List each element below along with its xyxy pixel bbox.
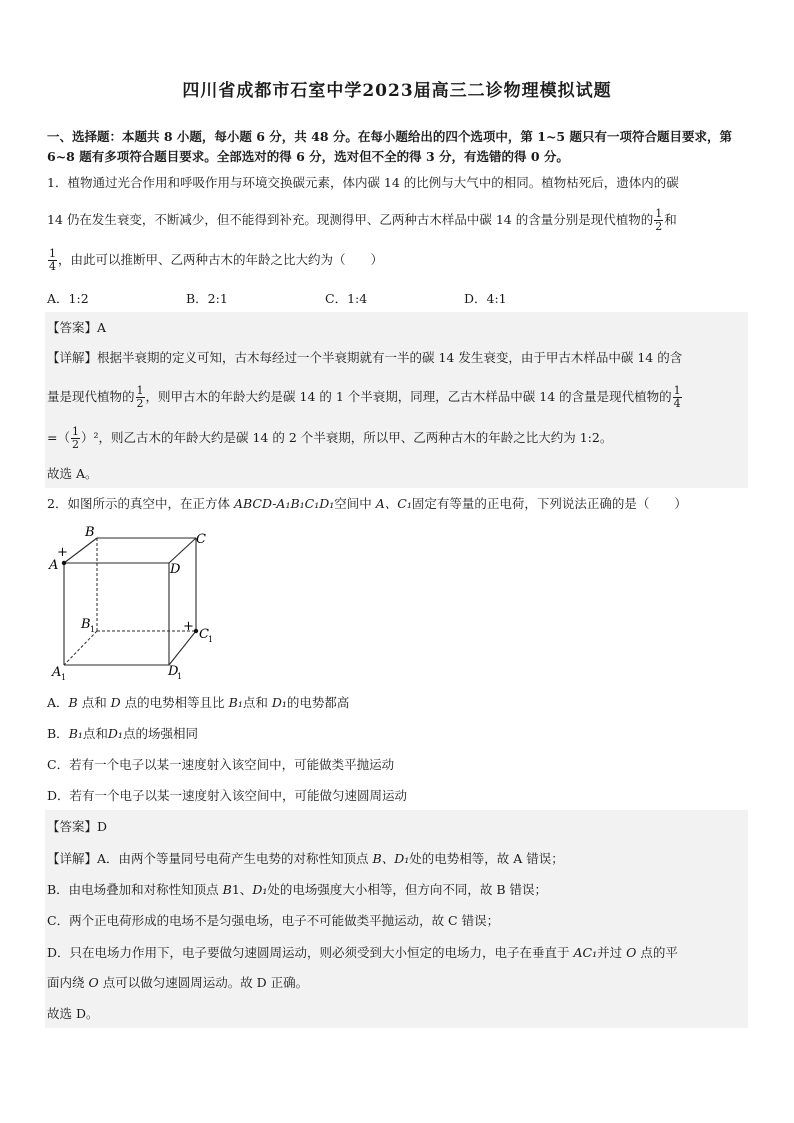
q2-detail-4b: AC₁ (573, 945, 598, 960)
q1-detail-line2 (47, 385, 751, 410)
fraction-half: $\frac{1}{2}$ (136, 384, 144, 410)
label-c1: C (199, 627, 209, 642)
q1-detail-line3a: =（ (47, 430, 70, 445)
q1-detail-line3 (47, 426, 751, 451)
q2-detail-4e: 点的平 (636, 945, 678, 960)
fraction-half: $\frac{1}{2}$ (71, 425, 79, 451)
q2-detail-3: C．两个正电荷形成的电场不是匀强电场，电子不可能做类平抛运动，故 C 错误； (47, 913, 500, 928)
plus-sign-c1: + (183, 619, 194, 634)
q2-opt-a-c: 点和 (77, 695, 111, 710)
q2-stem-points: A、C₁ (375, 496, 412, 511)
q2-opt-a-d: D (110, 695, 121, 710)
q2-detail-5 (47, 973, 751, 993)
q2-detail-4a: D．只在电场力作用下，电子要做匀速圆周运动，则必须受到大小恒定的电场力，电子在垂直于 (47, 945, 574, 960)
hidden-edge-b1-a1 (64, 631, 97, 665)
q2-detail-5a: 面内绕 (47, 975, 89, 990)
q1-line3 (47, 248, 751, 273)
q2-detail-2 (47, 880, 751, 900)
q1-option-c: C．1:4 (325, 291, 368, 306)
label-d1: D (168, 664, 179, 679)
q1-option-b: B．2:1 (186, 291, 228, 306)
q2-opt-a-i: 的电势都高 (286, 695, 350, 710)
q2-opt-b-prefix: B． (47, 726, 69, 741)
q2-detail-2d: D₁ (252, 882, 268, 897)
q1-answer: 【答案】A (47, 320, 107, 335)
q2-detail-1 (47, 849, 751, 869)
q1-line3-text: ，由此可以推断甲、乙两种古木的年龄之比大约为（ ） (58, 252, 384, 267)
section-header: 一、选择题：本题共 8 小题，每小题 6 分，共 48 分。在每小题给出的四个选项中，第 1~5 题只有一项符合题目要求，第 6~8 题有多项符合题目要求。全部选对的得 6 分，选对但不全的得 3 分，有选错的得 0 分。 (47, 129, 732, 164)
page-title: 四川省成都市石室中学2023届高三二诊物理模拟试题 (182, 81, 612, 101)
q1-option-d: D．4:1 (464, 291, 507, 306)
q1-conclusion: 故选 A。 (47, 466, 98, 481)
q1-line2-end: 和 (664, 212, 677, 227)
q2-option-a (47, 693, 751, 713)
q1-detail-line3b: ）²，则乙古木的年龄大约是碳 14 的 2 个半衰期，所以甲、乙两种古木的年龄之比大约为 1:2。 (80, 430, 613, 445)
q1-line2 (47, 208, 751, 233)
plus-sign-a: + (57, 545, 68, 560)
q2-opt-a-prefix: A． (47, 695, 69, 710)
label-c: C (196, 532, 206, 547)
charge-dot-a (62, 561, 66, 565)
label-b: B (85, 525, 95, 540)
q2-stem (47, 494, 751, 514)
label-a1-sub: 1 (61, 673, 67, 682)
label-d1-sub: 1 (177, 672, 183, 681)
q2-conclusion: 故选 D。 (47, 1006, 99, 1021)
q2-detail-4 (47, 943, 751, 963)
q2-opt-b-d: D₁ (107, 726, 123, 741)
fraction-quarter: $\frac{1}{4}$ (673, 384, 681, 410)
q2-stem-a: 2．如图所示的真空中，在正方体 (47, 496, 234, 511)
edge-a-b (64, 538, 97, 563)
q2-stem-c: 固定有等量的正电荷，下列说法正确的是（ ） (411, 496, 687, 511)
q2-detail-2e: 处的电场强度大小相等，但方向不同，故 B 错误； (267, 882, 547, 897)
q1-option-a: A．1:2 (47, 291, 89, 306)
q2-opt-b-b: B₁ (68, 726, 83, 741)
label-a1: A (52, 665, 62, 680)
q2-detail-2a: B．由电场叠加和对称性知顶点 (47, 882, 223, 897)
q2-detail-4d: O (626, 945, 637, 960)
edge-d1-c1 (169, 631, 196, 665)
q2-detail-1b: B、D₁ (372, 851, 410, 866)
q2-stem-b: 空间中 (334, 496, 376, 511)
q1-detail-line2b: ，则甲古木的年龄大约是碳 14 的 1 个半衰期，同理，乙古木样品中碳 14 的含量是现代植物的 (145, 389, 672, 404)
q2-option-d: D．若有一个电子以某一速度射入该空间中，可能做匀速圆周运动 (47, 788, 408, 803)
q1-line2-text: 14 仍在发生衰变，不断减少，但不能得到补充。现测得甲、乙两种古木样品中碳 14 的含量分别是现代植物的 (47, 212, 654, 227)
q2-detail-2c: 1、 (231, 882, 253, 897)
q2-opt-a-b: B (68, 695, 78, 710)
q2-detail-1a: 【详解】A．由两个等量同号电荷产生电势的对称性知顶点 (47, 851, 373, 866)
q2-opt-b-e: 点的场强相同 (122, 726, 198, 741)
label-d: D (170, 562, 181, 577)
q2-detail-1c: 处的电势相等，故 A 错误； (409, 851, 564, 866)
q1-detail-line1: 【详解】根据半衰期的定义可知，古木每经过一个半衰期就有一半的碳 14 发生衰变，由于甲古木样品中碳 14 的含 (47, 350, 683, 365)
charge-dot-c1 (194, 629, 198, 633)
q2-stem-cube: ABCD-A₁B₁C₁D₁ (233, 496, 335, 511)
q1-line1: 1．植物通过光合作用和呼吸作用与环境交换碳元素，体内碳 14 的比例与大气中的相同。植物枯死后，遗体内的碳 (47, 175, 679, 190)
q1-detail-line2a: 量是现代植物的 (47, 389, 135, 404)
q2-detail-2b: B (222, 882, 232, 897)
label-b1-sub: 1 (90, 625, 96, 634)
edge-c-d (169, 538, 196, 563)
q2-detail-4c: 并过 (597, 945, 627, 960)
q2-opt-a-e: 点的电势相等且比 (120, 695, 229, 710)
q2-opt-b-c: 点和 (82, 726, 108, 741)
q2-answer: 【答案】D (47, 819, 108, 834)
label-a: A (49, 558, 59, 573)
label-c1-sub: 1 (208, 635, 214, 644)
q2-opt-a-f: B₁ (228, 695, 243, 710)
cube-figure (44, 520, 224, 690)
q2-detail-5b: O (88, 975, 99, 990)
q2-option-b (47, 724, 751, 744)
q2-opt-a-g: 点和 (242, 695, 272, 710)
q2-detail-5c: 点可以做匀速圆周运动。故 D 正确。 (98, 975, 309, 990)
q2-option-c: C．若有一个电子以某一速度射入该空间中，可能做类平抛运动 (47, 757, 395, 772)
fraction-quarter: $\frac{1}{4}$ (49, 247, 56, 273)
label-b1: B (81, 617, 91, 632)
q2-opt-a-h: D₁ (271, 695, 287, 710)
fraction-half: $\frac{1}{2}$ (655, 207, 663, 233)
